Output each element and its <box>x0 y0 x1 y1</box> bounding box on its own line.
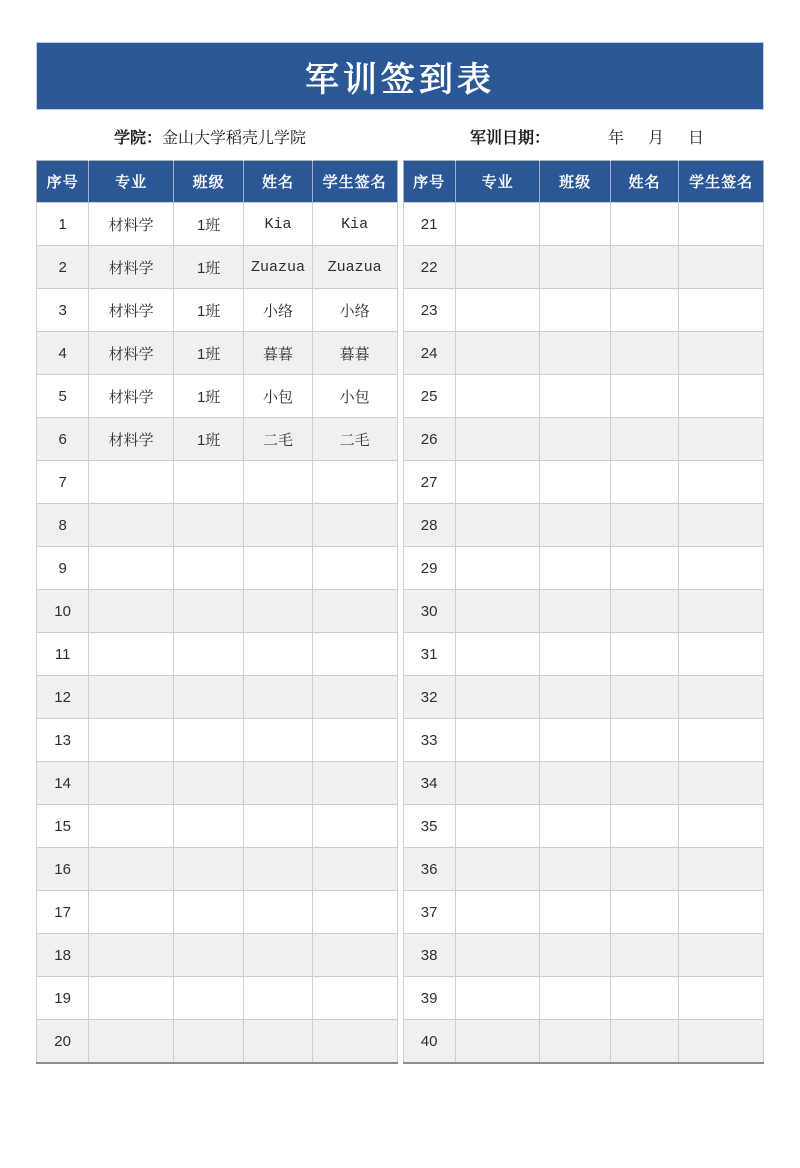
column-header-signature: 学生签名 <box>312 161 397 203</box>
cell-no: 33 <box>403 719 455 762</box>
cell-class <box>540 977 610 1020</box>
table-row <box>37 977 398 1020</box>
cell-major <box>455 805 540 848</box>
table-row <box>403 375 764 418</box>
cell-class <box>173 1020 243 1064</box>
table-row <box>403 977 764 1020</box>
cell-name <box>610 461 678 504</box>
cell-name <box>244 676 312 719</box>
cell-class <box>540 246 610 289</box>
cell-no: 32 <box>403 676 455 719</box>
cell-signature <box>679 719 764 762</box>
column-header-class: 班级 <box>173 161 243 203</box>
date-day-label: 日 <box>687 129 704 147</box>
cell-class <box>540 375 610 418</box>
column-header-major: 专业 <box>89 161 174 203</box>
cell-no: 38 <box>403 934 455 977</box>
cell-major <box>455 848 540 891</box>
cell-class: 1班 <box>173 203 243 246</box>
cell-name: 小包 <box>244 375 312 418</box>
cell-signature <box>679 547 764 590</box>
cell-major <box>455 203 540 246</box>
cell-major: 材料学 <box>89 203 174 246</box>
cell-signature <box>312 676 397 719</box>
cell-signature <box>312 805 397 848</box>
cell-name <box>244 934 312 977</box>
cell-name: Zuazua <box>244 246 312 289</box>
college-value: 金山大学稻壳儿学院 <box>162 129 307 147</box>
cell-major <box>455 590 540 633</box>
table-row <box>37 805 398 848</box>
cell-major <box>455 977 540 1020</box>
cell-class <box>173 719 243 762</box>
cell-no: 11 <box>37 633 89 676</box>
cell-class <box>540 590 610 633</box>
cell-class: 1班 <box>173 332 243 375</box>
cell-class <box>540 805 610 848</box>
cell-signature <box>312 504 397 547</box>
title-banner <box>36 42 764 110</box>
cell-major <box>455 418 540 461</box>
table-row <box>37 418 398 461</box>
cell-name <box>610 332 678 375</box>
table-row <box>403 203 764 246</box>
table-row <box>37 1020 398 1064</box>
cell-major <box>89 934 174 977</box>
cell-major <box>89 848 174 891</box>
cell-no: 37 <box>403 891 455 934</box>
header-row <box>403 161 764 203</box>
cell-no: 22 <box>403 246 455 289</box>
cell-name <box>244 1020 312 1064</box>
cell-no: 28 <box>403 504 455 547</box>
cell-major <box>455 547 540 590</box>
cell-name <box>610 504 678 547</box>
cell-major <box>89 547 174 590</box>
cell-class <box>173 848 243 891</box>
cell-name <box>244 590 312 633</box>
cell-name <box>610 891 678 934</box>
cell-major: 材料学 <box>89 332 174 375</box>
table-row <box>37 934 398 977</box>
cell-name: 暮暮 <box>244 332 312 375</box>
cell-signature <box>679 246 764 289</box>
cell-name <box>610 590 678 633</box>
cell-name <box>610 289 678 332</box>
cell-name <box>610 805 678 848</box>
cell-class <box>540 891 610 934</box>
column-header-no: 序号 <box>403 161 455 203</box>
cell-major <box>455 719 540 762</box>
table-row <box>403 289 764 332</box>
table-row <box>403 1020 764 1064</box>
cell-name <box>244 461 312 504</box>
cell-no: 19 <box>37 977 89 1020</box>
cell-major <box>89 461 174 504</box>
cell-name <box>610 418 678 461</box>
cell-class <box>173 633 243 676</box>
date-year-label: 年 <box>607 129 624 147</box>
cell-name <box>610 547 678 590</box>
cell-class <box>540 719 610 762</box>
table-row <box>403 590 764 633</box>
cell-major <box>455 461 540 504</box>
table-row <box>403 461 764 504</box>
cell-signature: 暮暮 <box>312 332 397 375</box>
table-row <box>403 719 764 762</box>
cell-class: 1班 <box>173 289 243 332</box>
table-row <box>37 547 398 590</box>
cell-major <box>89 977 174 1020</box>
cell-class <box>540 547 610 590</box>
cell-no: 7 <box>37 461 89 504</box>
cell-no: 29 <box>403 547 455 590</box>
cell-signature <box>679 1020 764 1064</box>
cell-no: 31 <box>403 633 455 676</box>
cell-no: 40 <box>403 1020 455 1064</box>
cell-name: 小络 <box>244 289 312 332</box>
cell-signature <box>312 719 397 762</box>
cell-name <box>610 977 678 1020</box>
cell-major <box>89 590 174 633</box>
cell-no: 15 <box>37 805 89 848</box>
column-header-no: 序号 <box>37 161 89 203</box>
table-row <box>37 332 398 375</box>
cell-no: 9 <box>37 547 89 590</box>
cell-no: 4 <box>37 332 89 375</box>
cell-major: 材料学 <box>89 375 174 418</box>
cell-major <box>89 1020 174 1064</box>
cell-class <box>540 504 610 547</box>
cell-name <box>610 762 678 805</box>
cell-name <box>610 203 678 246</box>
cell-class <box>540 1020 610 1064</box>
cell-name <box>610 848 678 891</box>
table-row <box>37 246 398 289</box>
cell-major <box>89 633 174 676</box>
date-month-label: 月 <box>647 129 664 147</box>
cell-name <box>244 504 312 547</box>
cell-major <box>89 805 174 848</box>
cell-major: 材料学 <box>89 418 174 461</box>
table-row <box>37 461 398 504</box>
cell-class <box>540 934 610 977</box>
table-row <box>37 203 398 246</box>
table-row <box>37 848 398 891</box>
cell-signature <box>679 461 764 504</box>
college-label: 学院： <box>114 129 163 147</box>
cell-signature <box>679 504 764 547</box>
cell-signature <box>679 203 764 246</box>
cell-signature <box>312 891 397 934</box>
cell-no: 36 <box>403 848 455 891</box>
cell-major <box>455 676 540 719</box>
cell-name <box>244 719 312 762</box>
cell-signature <box>679 332 764 375</box>
cell-no: 21 <box>403 203 455 246</box>
column-header-signature: 学生签名 <box>679 161 764 203</box>
cell-signature <box>312 547 397 590</box>
cell-signature <box>312 461 397 504</box>
cell-name <box>244 762 312 805</box>
cell-name <box>244 977 312 1020</box>
cell-class: 1班 <box>173 375 243 418</box>
cell-no: 39 <box>403 977 455 1020</box>
cell-signature <box>312 633 397 676</box>
signin-table-left <box>36 160 398 1064</box>
cell-major: 材料学 <box>89 246 174 289</box>
cell-no: 5 <box>37 375 89 418</box>
cell-no: 30 <box>403 590 455 633</box>
table-row <box>403 676 764 719</box>
cell-no: 10 <box>37 590 89 633</box>
cell-class: 1班 <box>173 246 243 289</box>
college-field <box>114 125 306 148</box>
cell-major <box>455 332 540 375</box>
cell-major <box>455 246 540 289</box>
cell-class <box>173 805 243 848</box>
cell-no: 27 <box>403 461 455 504</box>
column-header-major: 专业 <box>455 161 540 203</box>
cell-signature <box>312 848 397 891</box>
cell-name <box>244 633 312 676</box>
cell-name <box>610 934 678 977</box>
cell-signature: Zuazua <box>312 246 397 289</box>
signin-table-right <box>403 160 765 1064</box>
cell-major <box>455 891 540 934</box>
cell-name <box>610 633 678 676</box>
date-label: 军训日期： <box>469 129 550 147</box>
cell-signature <box>312 977 397 1020</box>
cell-signature <box>312 762 397 805</box>
cell-signature <box>679 418 764 461</box>
cell-class <box>173 547 243 590</box>
date-field <box>470 125 704 148</box>
cell-no: 12 <box>37 676 89 719</box>
cell-no: 6 <box>37 418 89 461</box>
table-row <box>37 590 398 633</box>
cell-major <box>455 633 540 676</box>
info-row <box>36 123 764 149</box>
cell-major <box>455 375 540 418</box>
cell-name <box>244 891 312 934</box>
cell-name: 二毛 <box>244 418 312 461</box>
cell-class <box>173 977 243 1020</box>
column-header-name: 姓名 <box>244 161 312 203</box>
table-row <box>37 676 398 719</box>
cell-signature <box>679 977 764 1020</box>
cell-class <box>173 676 243 719</box>
table-row <box>37 891 398 934</box>
table-row <box>403 332 764 375</box>
table-row <box>403 934 764 977</box>
cell-major <box>455 762 540 805</box>
cell-no: 23 <box>403 289 455 332</box>
table-row <box>403 891 764 934</box>
table-row <box>403 418 764 461</box>
cell-name: Kia <box>244 203 312 246</box>
cell-class <box>540 418 610 461</box>
table-row <box>403 504 764 547</box>
cell-no: 8 <box>37 504 89 547</box>
cell-class <box>173 891 243 934</box>
cell-signature <box>312 934 397 977</box>
cell-signature <box>679 805 764 848</box>
cell-major <box>455 934 540 977</box>
table-row <box>37 504 398 547</box>
cell-major <box>89 891 174 934</box>
table-row <box>37 762 398 805</box>
cell-name <box>610 246 678 289</box>
cell-no: 2 <box>37 246 89 289</box>
column-header-class: 班级 <box>540 161 610 203</box>
table-row <box>37 719 398 762</box>
cell-class <box>540 848 610 891</box>
header-row <box>37 161 398 203</box>
cell-no: 35 <box>403 805 455 848</box>
table-row <box>37 289 398 332</box>
cell-class <box>173 504 243 547</box>
cell-class <box>540 332 610 375</box>
cell-signature <box>679 590 764 633</box>
cell-no: 17 <box>37 891 89 934</box>
cell-class <box>540 203 610 246</box>
cell-no: 20 <box>37 1020 89 1064</box>
table-row <box>403 848 764 891</box>
cell-no: 34 <box>403 762 455 805</box>
cell-signature <box>679 375 764 418</box>
cell-name <box>610 375 678 418</box>
cell-signature <box>679 762 764 805</box>
page-title: 军训签到表 <box>305 60 495 99</box>
cell-class <box>173 762 243 805</box>
table-row <box>403 246 764 289</box>
cell-major <box>455 289 540 332</box>
cell-major <box>89 504 174 547</box>
table-row <box>403 805 764 848</box>
table-row <box>403 633 764 676</box>
cell-name <box>610 719 678 762</box>
cell-name <box>244 805 312 848</box>
table-row <box>37 633 398 676</box>
cell-signature: 二毛 <box>312 418 397 461</box>
cell-class: 1班 <box>173 418 243 461</box>
cell-name <box>610 676 678 719</box>
cell-no: 26 <box>403 418 455 461</box>
cell-class <box>173 590 243 633</box>
cell-signature <box>679 676 764 719</box>
column-header-name: 姓名 <box>610 161 678 203</box>
cell-major: 材料学 <box>89 289 174 332</box>
page-content <box>0 42 800 1064</box>
cell-signature <box>679 934 764 977</box>
cell-no: 13 <box>37 719 89 762</box>
table-row <box>37 375 398 418</box>
cell-signature <box>679 891 764 934</box>
cell-no: 24 <box>403 332 455 375</box>
cell-major <box>89 762 174 805</box>
cell-signature <box>679 633 764 676</box>
cell-class <box>540 676 610 719</box>
cell-class <box>173 461 243 504</box>
cell-major <box>89 676 174 719</box>
table-row <box>403 547 764 590</box>
cell-no: 14 <box>37 762 89 805</box>
cell-major <box>455 1020 540 1064</box>
cell-signature <box>312 590 397 633</box>
cell-class <box>540 762 610 805</box>
cell-signature: 小络 <box>312 289 397 332</box>
tables-container <box>36 160 764 1064</box>
cell-class <box>540 461 610 504</box>
cell-no: 3 <box>37 289 89 332</box>
cell-no: 18 <box>37 934 89 977</box>
cell-signature <box>679 848 764 891</box>
cell-signature: Kia <box>312 203 397 246</box>
cell-class <box>540 633 610 676</box>
cell-major <box>89 719 174 762</box>
cell-no: 16 <box>37 848 89 891</box>
cell-class <box>173 934 243 977</box>
cell-no: 1 <box>37 203 89 246</box>
cell-no: 25 <box>403 375 455 418</box>
cell-name <box>244 848 312 891</box>
cell-major <box>455 504 540 547</box>
cell-name <box>610 1020 678 1064</box>
cell-signature <box>312 1020 397 1064</box>
cell-name <box>244 547 312 590</box>
cell-class <box>540 289 610 332</box>
table-row <box>403 762 764 805</box>
cell-signature <box>679 289 764 332</box>
cell-signature: 小包 <box>312 375 397 418</box>
